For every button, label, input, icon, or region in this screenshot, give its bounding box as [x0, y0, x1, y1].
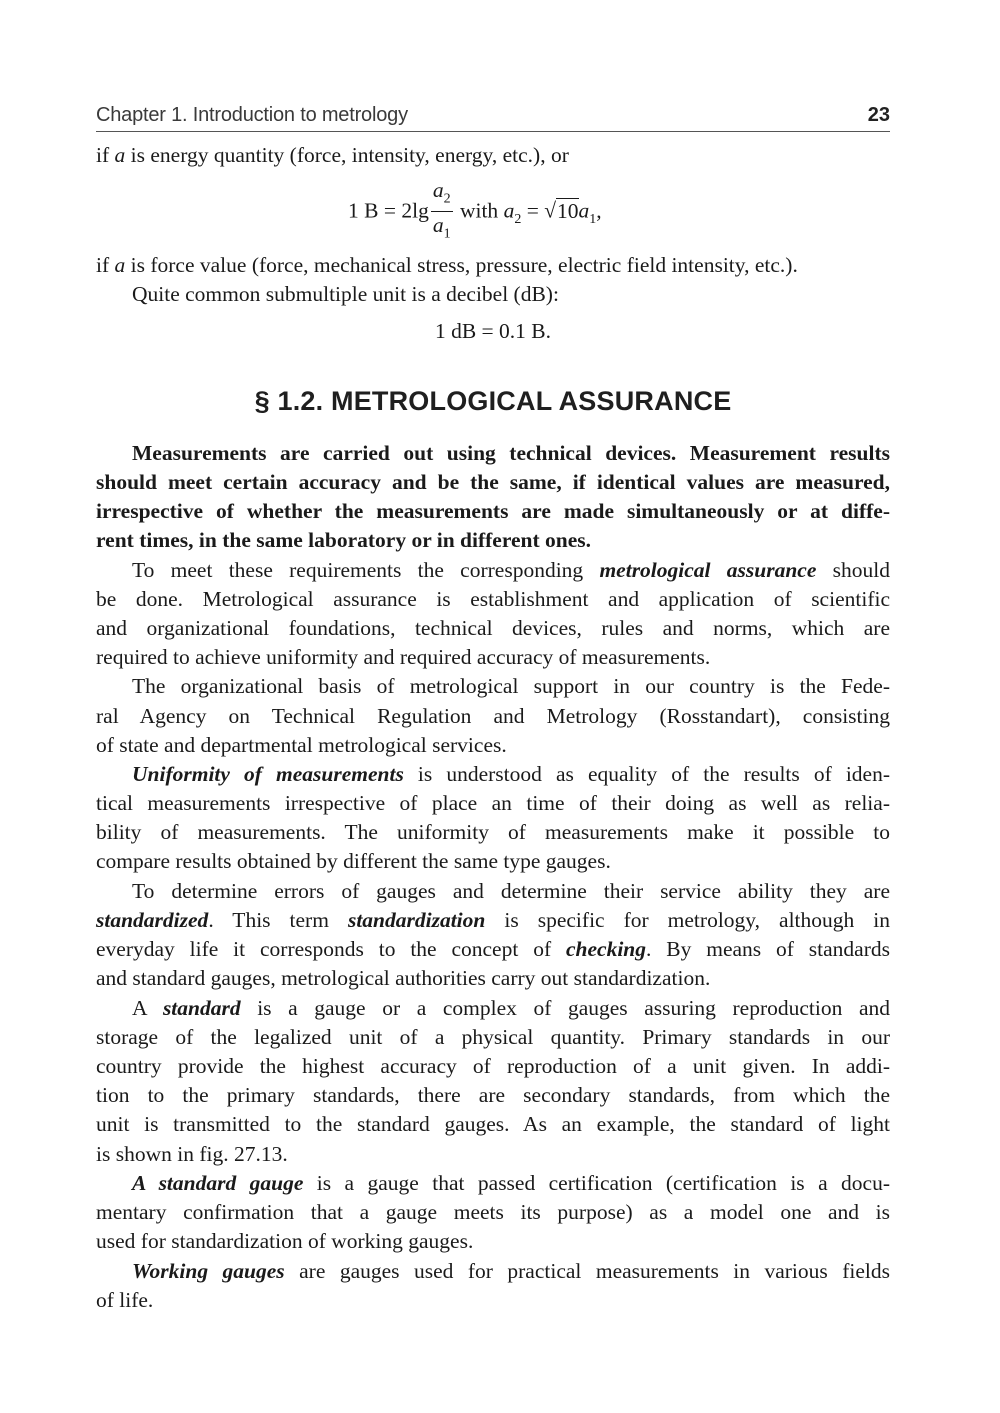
p7-line: mentary confirmation that a gauge meets its purpose) as a model one and is: [96, 1200, 890, 1224]
intro-line-3: Quite common submultiple unit is a decibel (dB):: [132, 282, 559, 306]
p1-line: Measurements are carried out using technical devices. Measurement results: [132, 441, 890, 465]
p5-line: and standard gauges, metrological authorities carry out standardization.: [96, 966, 711, 990]
p7-line: used for standardization of working gauges.: [96, 1229, 474, 1253]
fraction: $\frac{a_2}{a_1}$: [432, 178, 451, 242]
term-checking: checking: [565, 937, 647, 961]
formula-decibel: 1 dB = 0.1 B.: [434, 319, 552, 343]
intro-line-1: if a is energy quantity (force, intensity, energy, etc.), or: [96, 143, 569, 167]
p6-line: tion to the primary standards, there are secondary standards, from which the: [96, 1083, 890, 1107]
p4-line: compare results obtained by different the same type gauges.: [96, 849, 611, 873]
p6-line: is shown in fig. 27.13.: [96, 1142, 288, 1166]
p2-line: To meet these requirements the corresponding metrological assurance should: [132, 558, 891, 582]
sqrt-argument: 10: [557, 198, 579, 223]
p4-line: tical measurements irrespective of place an time of their doing as well as relia-: [96, 791, 890, 815]
p2-line: and organizational foundations, technical devices, rules and norms, which are: [96, 616, 890, 640]
term-standard: standard: [162, 996, 241, 1020]
term-standardization: standardization: [347, 908, 486, 932]
p7-line: A standard gauge is a gauge that passed certification (certification is a docu-: [132, 1171, 890, 1195]
term-standard-gauge: A standard gauge: [132, 1171, 304, 1195]
p4-line: bility of measurements. The uniformity of measurements make it possible to: [96, 820, 890, 844]
p6-line: country provide the highest accuracy of reproduction of a unit given. In addi-: [96, 1054, 890, 1078]
p5-line: To determine errors of gauges and determine their service ability they are: [132, 879, 890, 903]
p5-line: standardized. This term standardization is specific for metrology, although in: [96, 908, 891, 932]
formula-bel-definition: 1 B = 2lg $\frac{a_2}{a_1}$ with $a_2 = √10a_1$,: [348, 178, 602, 248]
section-title: § 1.2. METROLOGICAL ASSURANCE: [254, 386, 732, 416]
p1-line: rent times, in the same laboratory or in different ones.: [96, 528, 592, 552]
p8-line: of life.: [96, 1288, 154, 1312]
p8-line: Working gauges are gauges used for practical measurements in various fields: [132, 1259, 890, 1283]
term-uniformity-of-measurements: Uniformity of measurements: [132, 762, 404, 786]
p5-line: everyday life it corresponds to the concept of checking. By means of standards: [96, 937, 890, 961]
term-working-gauges: Working gauges: [132, 1259, 285, 1283]
intro-line-2: if a is force value (force, mechanical stress, pressure, electric field intensity, etc.).: [96, 253, 798, 277]
p3-line: The organizational basis of metrological support in our country is the Fede-: [132, 674, 890, 698]
p6-line: storage of the legalized unit of a physical quantity. Primary standards in our: [96, 1025, 890, 1049]
p6-line: A standard is a gauge or a complex of gauges assuring reproduction and: [132, 996, 890, 1020]
p1-line: should meet certain accuracy and be the same, if identical values are measured,: [96, 470, 890, 494]
running-head: [96, 101, 890, 132]
term-metrological-assurance: metrological assurance: [599, 558, 817, 582]
running-title: Chapter 1. Introduction to metrology: [96, 104, 408, 126]
page-number: 23: [867, 104, 890, 126]
p3-line: of state and departmental metrological services.: [96, 733, 507, 757]
p2-line: required to achieve uniformity and required accuracy of measurements.: [96, 645, 711, 669]
p1-line: irrespective of whether the measurements are made simultaneously or at diffe-: [96, 499, 890, 523]
p2-line: be done. Metrological assurance is establishment and application of scientific: [96, 587, 890, 611]
p4-line: Uniformity of measurements is understood as equality of the results of iden-: [132, 762, 891, 786]
variable-a: a: [114, 143, 126, 167]
term-standardized: standardized: [96, 908, 209, 932]
p6-line: unit is transmitted to the standard gauges. As an example, the standard of light: [96, 1112, 890, 1136]
p3-line: ral Agency on Technical Regulation and Metrology (Rosstandart), consisting: [96, 704, 890, 728]
